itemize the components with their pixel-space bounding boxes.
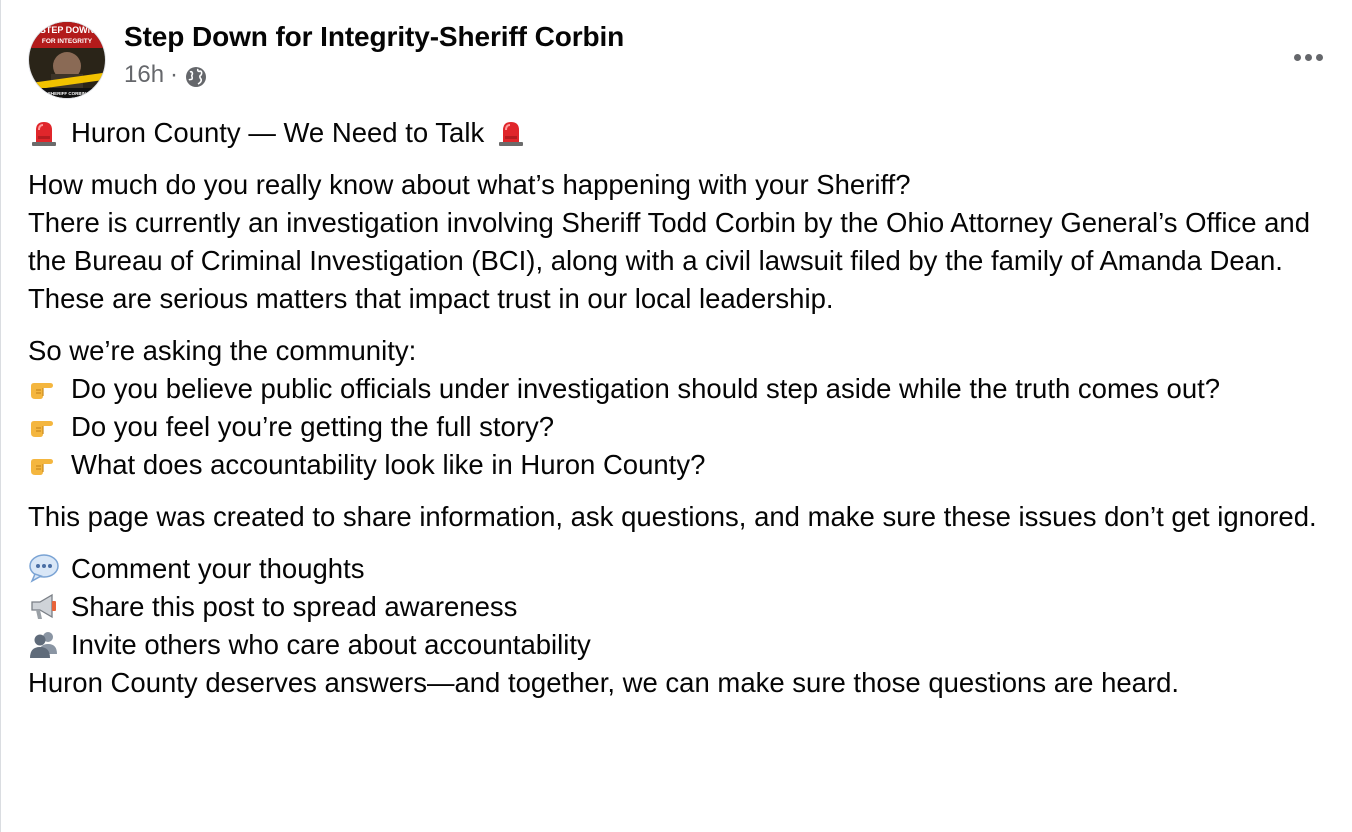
question-text: What does accountability look like in Huron County? xyxy=(71,449,706,480)
purpose-text: This page was created to share information, ask questions, and make sure these issues don’t get ignored. xyxy=(28,501,1317,532)
siren-icon xyxy=(28,116,60,148)
avatar-text-line3: SHERIFF CORBIN xyxy=(47,91,87,96)
action-text: Invite others who care about accountability xyxy=(71,629,591,660)
avatar-text-line2: FOR INTEGRITY xyxy=(41,38,93,45)
post-timestamp[interactable]: 16h xyxy=(124,61,165,88)
question-text: Do you feel you’re getting the full story? xyxy=(71,411,555,442)
question-item xyxy=(28,408,1343,446)
megaphone-icon xyxy=(28,590,60,622)
post-header xyxy=(28,19,1328,101)
siren-icon xyxy=(495,116,527,148)
action-text: Share this post to spread awareness xyxy=(71,591,518,622)
globe-icon[interactable] xyxy=(184,65,208,89)
post-meta xyxy=(124,61,208,89)
post-title-line xyxy=(28,114,1343,152)
people-icon xyxy=(28,628,60,660)
post-author-name[interactable]: Step Down for Integrity-Sheriff Corbin xyxy=(124,21,625,52)
actions-paragraph xyxy=(28,550,1343,702)
pointing-hand-icon xyxy=(28,372,60,404)
question-item xyxy=(28,370,1343,408)
meta-separator: · xyxy=(170,61,179,88)
action-item xyxy=(28,626,1343,664)
purpose-paragraph xyxy=(28,498,1343,536)
question-text: Do you believe public officials under investigation should step aside while the truth comes out? xyxy=(71,373,1221,404)
post-body xyxy=(28,114,1343,702)
ask-lead: So we’re asking the community: xyxy=(28,335,417,366)
more-options-icon-dot xyxy=(1294,54,1301,61)
intro-paragraph xyxy=(28,166,1343,318)
action-item xyxy=(28,550,1343,588)
action-text: Comment your thoughts xyxy=(71,553,365,584)
intro-line: How much do you really know about what’s happening with your Sheriff? xyxy=(28,169,911,200)
speech-bubble-icon xyxy=(28,552,60,584)
intro-line: These are serious matters that impact trust in our local leadership. xyxy=(28,283,834,314)
more-options-icon-dot xyxy=(1305,54,1312,61)
more-options-button[interactable] xyxy=(1288,37,1328,77)
pointing-hand-icon xyxy=(28,448,60,480)
closing-text: Huron County deserves answers—and together, we can make sure those questions are heard. xyxy=(28,667,1180,698)
action-item xyxy=(28,588,1343,626)
questions-paragraph xyxy=(28,332,1343,484)
more-options-icon-dot xyxy=(1316,54,1323,61)
avatar[interactable] xyxy=(28,21,106,99)
pointing-hand-icon xyxy=(28,410,60,442)
post-title: Huron County — We Need to Talk xyxy=(71,117,485,148)
intro-line: There is currently an investigation involving Sheriff Todd Corbin by the Ohio Attorney General’s Office and the Bureau of Criminal Investigation (BCI), along with a civil lawsuit filed by the family of Amanda Dean. xyxy=(28,207,1311,276)
avatar-text-line1: STEP DOWN xyxy=(39,25,95,35)
question-item xyxy=(28,446,1343,484)
